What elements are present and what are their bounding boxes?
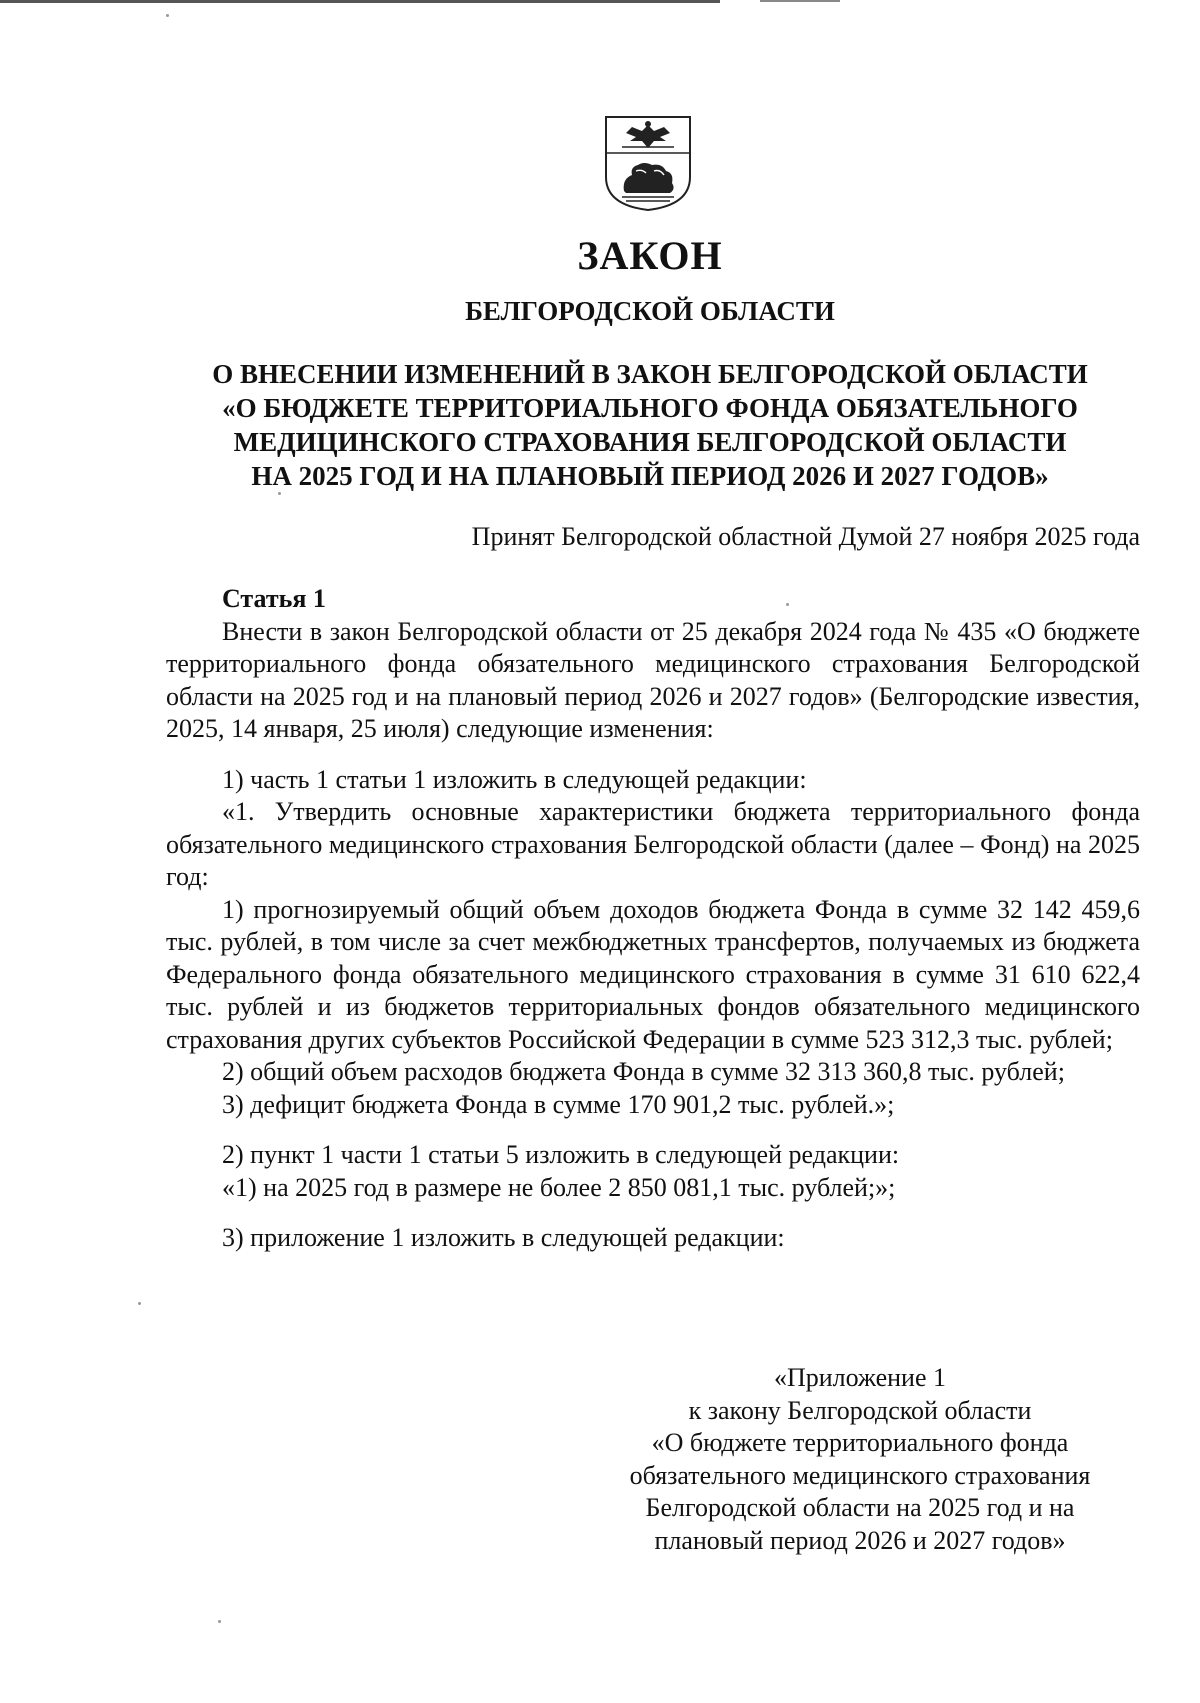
subtitle-line: НА 2025 ГОД И НА ПЛАНОВЫЙ ПЕРИОД 2026 И 2027 ГОДОВ» <box>251 461 1049 491</box>
document-type-title: ЗАКОН <box>577 233 723 278</box>
article-heading: Статья 1 <box>222 584 326 613</box>
appendix-line: к закону Белгородской области <box>688 1395 1032 1425</box>
article-body <box>166 583 1140 1255</box>
scan-edge-line <box>0 0 720 3</box>
scan-edge-line <box>760 0 840 2</box>
scan-speck <box>218 1620 221 1623</box>
appendix-line: «Приложение 1 <box>773 1363 947 1392</box>
scan-speck <box>138 1302 141 1305</box>
appendix-line: «О бюджете территориального фонда <box>651 1428 1069 1457</box>
appendix-caption <box>600 1362 1120 1557</box>
amendment-item-1-intro: 1) часть 1 статьи 1 изложить в следующей редакции: <box>222 764 807 794</box>
region-coat-of-arms <box>602 113 694 213</box>
amendment-item-2-intro: 2) пункт 1 части 1 статьи 5 изложить в следующей редакции: <box>222 1140 900 1169</box>
amendment-item-1-sub-2: 2) общий объем расходов бюджета Фонда в сумме 32 313 360,8 тыс. рублей; <box>222 1057 1065 1086</box>
amendment-item-3-intro: 3) приложение 1 изложить в следующей редакции: <box>222 1223 785 1252</box>
subtitle-line: МЕДИЦИНСКОГО СТРАХОВАНИЯ БЕЛГОРОДСКОЙ ОБЛАСТИ <box>233 427 1067 457</box>
law-subtitle <box>0 357 1200 493</box>
scan-speck <box>166 14 169 17</box>
appendix-line: плановый период 2026 и 2027 годов» <box>654 1525 1066 1555</box>
subtitle-line: О ВНЕСЕНИИ ИЗМЕНЕНИЙ В ЗАКОН БЕЛГОРОДСКОЙ ОБЛАСТИ <box>212 359 1088 389</box>
amendment-item-2-text: «1) на 2025 год в размере не более 2 850 081,1 тыс. рублей;»; <box>222 1172 896 1202</box>
amendment-item-1-text: «1. Утвердить основные характеристики бюджета территориального фонда обязательного медицинского страхования Белгородской области (далее – Фонд) на 2025 год: <box>166 797 1140 891</box>
appendix-line: Белгородской области на 2025 год и на <box>645 1493 1075 1522</box>
adoption-note: Принят Белгородской областной Думой 27 ноября 2025 года <box>471 522 1140 551</box>
subtitle-line: «О БЮДЖЕТЕ ТЕРРИТОРИАЛЬНОГО ФОНДА ОБЯЗАТЕЛЬНОГО <box>222 393 1078 423</box>
amendment-item-1-sub-1: 1) прогнозируемый общий объем доходов бюджета Фонда в сумме 32 142 459,6 тыс. рублей, в том числе за счет межбюджетных трансфертов, получаемых из бюджета Федерального фонда обязательного медицинского страхования в сумме 31 610 622,4 тыс. рублей и из бюджетов территориальных фондов обязательного медицинского страхования других субъектов Российской Федерации в сумме 523 312,3 тыс. рублей; <box>166 894 1140 1054</box>
region-title: БЕЛГОРОДСКОЙ ОБЛАСТИ <box>465 296 835 326</box>
amendment-item-1-sub-3: 3) дефицит бюджета Фонда в сумме 170 901,2 тыс. рублей.»; <box>222 1089 895 1119</box>
article-intro-paragraph: Внести в закон Белгородской области от 25 декабря 2024 года № 435 «О бюджете территориального фонда обязательного медицинского страхования Белгородской области на 2025 год и на плановый период 2026 и 2027 годов» (Белгородские известия, 2025, 14 января, 25 июля) следующие изменения: <box>166 616 1140 743</box>
appendix-line: обязательного медицинского страхования <box>629 1460 1091 1490</box>
coat-of-arms-icon <box>602 113 694 213</box>
